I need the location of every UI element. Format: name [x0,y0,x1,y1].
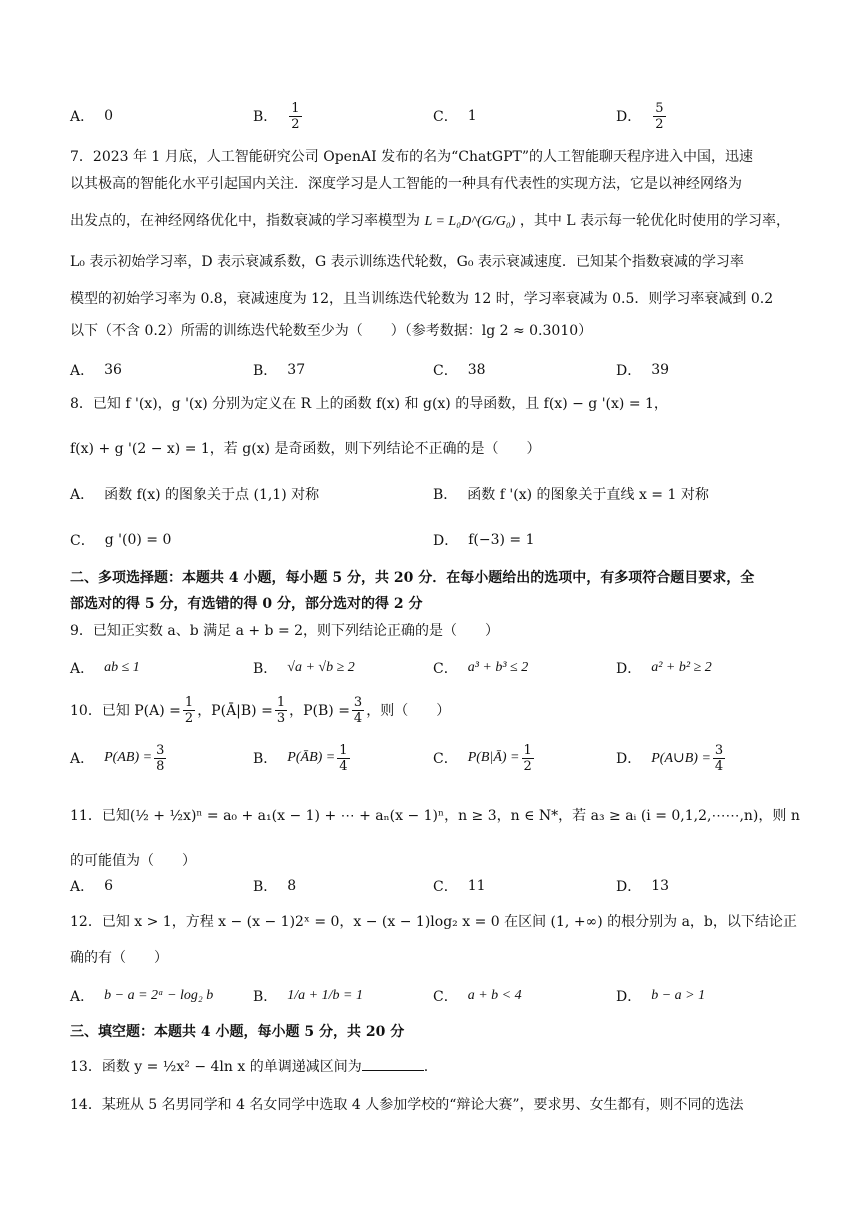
q12-option-c: C． a + b < 4 [433,988,522,1005]
q11-options [70,866,790,906]
q9-option-d: D． a² + b² ≥ 2 [616,660,712,677]
q7-line-2: 以其极高的智能化水平引起国内关注．深度学习是人工智能的一种具有代表性的实现方法，它是以神经网络为 [70,176,742,192]
q11-option-a: A． 6 [70,878,114,895]
fraction: $\frac{1}{3}$ [276,694,286,726]
fraction: $\frac{5}{2}$ [655,100,664,132]
q6-options [70,96,790,136]
fraction: $\frac{1}{2}$ [291,100,300,132]
q14-line-1: 14．某班从 5 名男同学和 4 名女同学中选取 4 人参加学校的“辩论大赛”，要求男、女生都有，则不同的选法 [70,1097,744,1113]
q12-option-d: D． b − a > 1 [616,988,706,1005]
q11-option-c: C． 11 [433,878,486,895]
q9-option-c: C． a³ + b³ ≤ 2 [433,660,529,677]
q11-option-d: D． 13 [616,878,670,895]
q10-option-c: C． P(B|Ā) = $\frac{1}{2}$ [433,742,532,774]
q7-line-1: 7．2023 年 1 月底，人工智能研究公司 OpenAI 发布的名为“ChatGPT”的人工智能聊天程序进入中国，迅速 [70,149,754,165]
q7-line-5: 模型的初始学习率为 0.8，衰减速度为 12，且当训练迭代轮数为 12 时，学习率衰减为 0.5．则学习率衰减到 0.2 [70,291,774,307]
q6-option-b: B． $\frac{1}{2}$ [253,100,300,132]
q7-line-4: L₀ 表示初始学习率，D 表示衰减系数，G 表示训练迭代轮数，G₀ 表示衰减速度．已知某个指数衰减的学习率 [70,254,744,270]
q12-option-b: B． 1/a + 1/b = 1 [253,988,363,1005]
q8-line-1: 8．已知 f '(x)，g '(x) 分别为定义在 R 上的函数 f(x) 和 g(x) 的导函数，且 f(x) − g '(x) = 1， [70,396,668,412]
section-2-heading-line-1: 二、多项选择题：本题共 4 小题，每小题 5 分，共 20 分．在每小题给出的选项中，有多项符合题目要求，全 [70,570,755,586]
q10-option-d: D． P(A∪B) = $\frac{3}{4}$ [616,742,724,774]
q11-option-b: B． 8 [253,878,297,895]
q7-line-3: 出发点的，在神经网络优化中，指数衰减的学习率模型为 L = L₀D^(G/G₀) ，其中 L 表示每一轮优化时使用的学习率， [70,213,791,229]
q9-option-a: A． ab ≤ 1 [70,660,140,677]
q8-option-d: D． f(−3) = 1 [433,532,535,549]
q6-option-c: C． 1 [433,108,477,125]
q10-option-b: B． P(ĀB) = $\frac{1}{4}$ [253,742,348,774]
answer-blank [362,1056,424,1071]
q12-line-2: 确的有（ ） [70,950,168,966]
q7-option-a: A． 36 [70,362,122,379]
q11-line-2: 的可能值为（ ） [70,853,196,869]
section-2-heading-line-2: 部选对的得 5 分，有选错的得 0 分，部分选对的得 2 分 [70,596,423,612]
q10-options [70,738,790,778]
fraction: $\frac{1}{2}$ [184,694,194,726]
q9-options [70,648,790,688]
q7-options [70,350,790,390]
q10-stem: 10．已知 P(A) = $\frac{1}{2}$ ，P(Ā|B) = $\frac{1}{3}$ ，P(B) = $\frac{3}{4}$ ，则（ ） [70,694,451,726]
q12-options [70,976,790,1016]
q9-stem: 9．已知正实数 a、b 满足 a + b = 2，则下列结论正确的是（ ） [70,623,500,639]
q11-line-1: 11．已知(½ + ½x)ⁿ = a₀ + a₁(x − 1) + ⋯ + aₙ(x − 1)ⁿ，n ≥ 3，n ∈ N*，若 a₃ ≥ aᵢ (i = 0,1,2,⋯⋯,n)，则 n [70,808,800,824]
q10-option-a: A． P(AB) = $\frac{3}{8}$ [70,742,165,774]
q12-line-1: 12．已知 x > 1，方程 x − (x − 1)2ˣ = 0，x − (x − 1)log₂ x = 0 在区间 (1, +∞) 的根分别为 a，b，以下结论正 [70,914,797,930]
q9-option-b: B． √a + √b ≥ 2 [253,660,355,677]
q8-option-b: B． 函数 f '(x) 的图象关于直线 x = 1 对称 [433,487,709,503]
q8-option-c: C． g '(0) = 0 [70,532,172,549]
q8-options-row-1 [70,474,790,514]
q8-options-row-2 [70,520,790,560]
q13: 13．函数 y = ½x² − 4ln x 的单调递减区间为 . [70,1056,800,1078]
fraction: $\frac{3}{4}$ [353,694,363,726]
q12-option-a: A． b − a = 2ᵃ − log₂ b [70,988,214,1005]
q8-option-a: A． 函数 f(x) 的图象关于点 (1,1) 对称 [70,487,320,503]
q6-option-d: D． $\frac{5}{2}$ [616,100,664,132]
decay-formula: L = L₀D^(G/G₀) [424,214,516,229]
q8-line-2: f(x) + g '(2 − x) = 1，若 g(x) 是奇函数，则下列结论不正确的是（ ） [70,441,541,457]
q7-option-d: D． 39 [616,362,670,379]
q7-line-6: 以下（不含 0.2）所需的训练迭代轮数至少为（ ）（参考数据：lg 2 ≈ 0.3010） [70,323,593,339]
q7-option-c: C． 38 [433,362,486,379]
section-3-heading: 三、填空题：本题共 4 小题，每小题 5 分，共 20 分 [70,1024,405,1040]
q7-option-b: B． 37 [253,362,306,379]
q6-option-a: A． 0 [70,108,114,125]
